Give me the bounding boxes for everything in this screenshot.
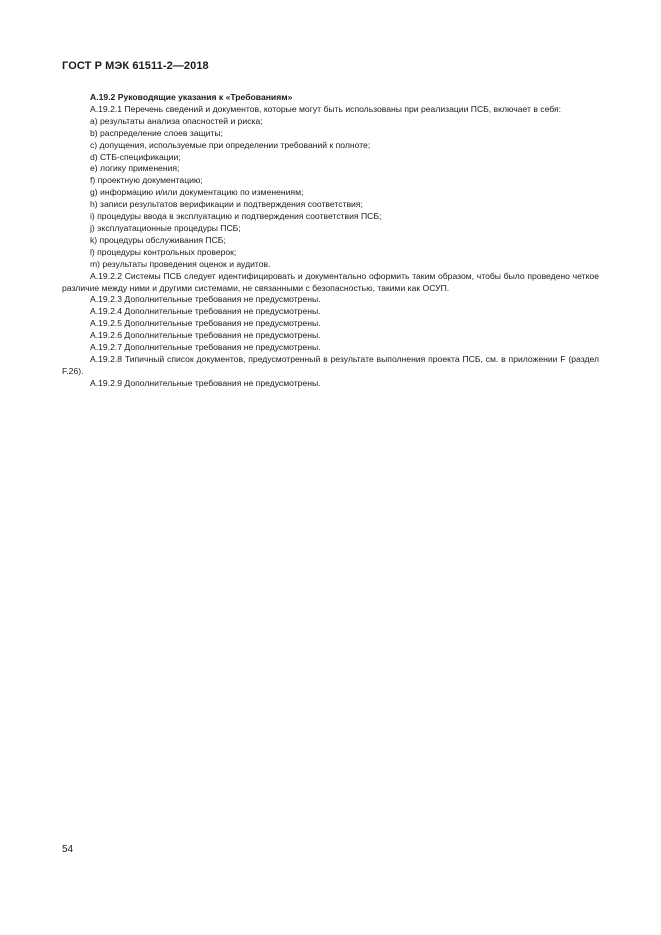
document-header: ГОСТ Р МЭК 61511-2—2018 xyxy=(62,60,209,72)
paragraph-a-19-2-5: A.19.2.5 Дополнительные требования не предусмотрены. xyxy=(90,318,321,329)
list-item-i: i) процедуры ввода в эксплуатацию и подтверждения соответствия ПСБ; xyxy=(90,211,382,222)
page-number: 54 xyxy=(62,844,74,855)
section-heading: A.19.2 Руководящие указания к «Требованиям» xyxy=(90,92,293,102)
list-item-b: b) распределение слоев защиты; xyxy=(90,127,223,138)
list-item-e: e) логику применения; xyxy=(90,163,180,174)
paragraph-a-19-2-9: A.19.2.9 Дополнительные требования не предусмотрены. xyxy=(90,377,321,388)
list-item-j: j) эксплуатационные процедуры ПСБ; xyxy=(90,222,241,233)
list-item-f: f) проектную документацию; xyxy=(90,175,203,186)
list-item-h: h) записи результатов верификации и подтверждения соответствия; xyxy=(90,199,363,210)
list-item-g: g) информацию и/или документацию по изменениям; xyxy=(90,187,304,198)
paragraph-a-19-2-4: A.19.2.4 Дополнительные требования не предусмотрены. xyxy=(90,306,321,317)
paragraph-a-19-2-2: A.19.2.2 Системы ПСБ следует идентифицировать и документально оформить таким образом, чтобы было проведено четкое различие между ними и другими системами, не связанными с безопасностью, такими как ОСУП. xyxy=(62,270,599,293)
list-item-a: a) результаты анализа опасностей и риска; xyxy=(90,115,263,126)
list-item-d: d) СТБ-спецификации; xyxy=(90,151,181,162)
list-item-l: l) процедуры контрольных проверок; xyxy=(90,246,237,257)
paragraph-a-19-2-1: A.19.2.1 Перечень сведений и документов, которые могут быть использованы при реализации ПСБ, включает в себя: xyxy=(90,103,562,114)
paragraph-a-19-2-6: A.19.2.6 Дополнительные требования не предусмотрены. xyxy=(90,330,321,341)
paragraph-a-19-2-3: A.19.2.3 Дополнительные требования не предусмотрены. xyxy=(90,294,321,305)
section-body xyxy=(62,92,599,390)
list-item-m: m) результаты проведения оценок и аудитов. xyxy=(90,258,271,269)
list-item-c: c) допущения, используемые при определении требований к полноте; xyxy=(90,139,371,150)
paragraph-a-19-2-8: A.19.2.8 Типичный список документов, предусмотренный в результате выполнения проекта ПСБ, см. в приложении F (раздел F.26). xyxy=(62,353,599,376)
list-item-k: k) процедуры обслуживания ПСБ; xyxy=(90,234,226,245)
paragraph-a-19-2-7: A.19.2.7 Дополнительные требования не предусмотрены. xyxy=(90,342,321,353)
